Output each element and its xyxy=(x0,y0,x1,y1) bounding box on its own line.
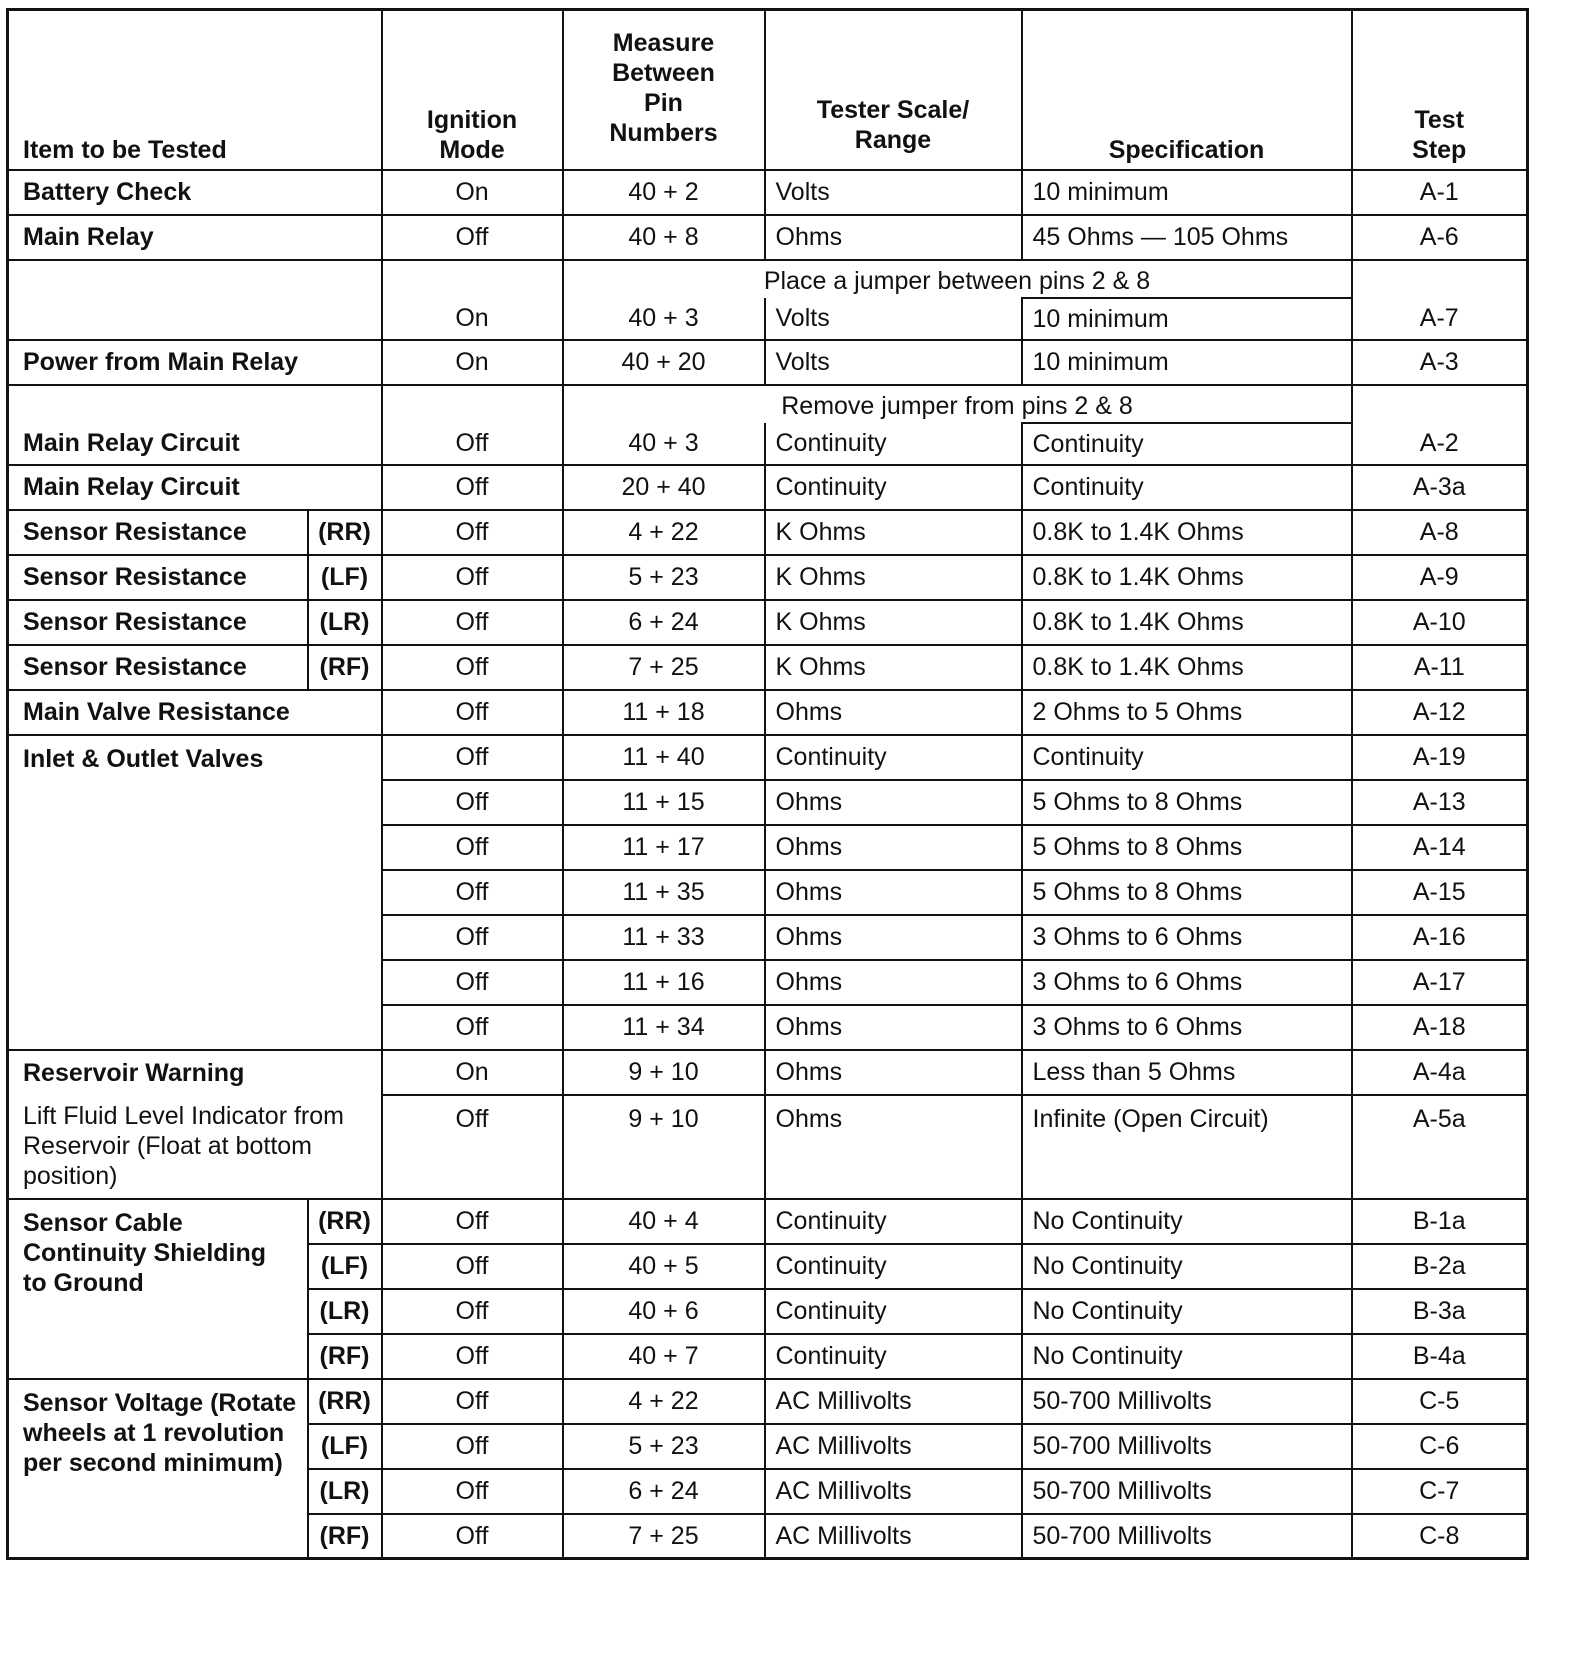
mode-cell: Off xyxy=(382,735,563,780)
mode-cell: Off xyxy=(382,1199,563,1244)
step-cell: A-18 xyxy=(1352,1005,1528,1050)
step-cell: A-6 xyxy=(1352,215,1528,260)
step-cell: A-12 xyxy=(1352,690,1528,735)
pins-cell: 11 + 33 xyxy=(563,915,765,960)
pins-cell: 40 + 20 xyxy=(563,340,765,385)
step-cell: A-3 xyxy=(1352,340,1528,385)
spec-cell: 0.8K to 1.4K Ohms xyxy=(1022,510,1352,555)
spec-cell: 2 Ohms to 5 Ohms xyxy=(1022,690,1352,735)
position-cell: (RR) xyxy=(308,510,382,555)
scale-cell: Continuity xyxy=(765,1244,1022,1289)
mode-cell: Off xyxy=(382,1244,563,1289)
pins-cell: 11 + 40 xyxy=(563,735,765,780)
pins-cell: 11 + 17 xyxy=(563,825,765,870)
position-cell: (LR) xyxy=(308,1289,382,1334)
mode-cell: Off xyxy=(382,870,563,915)
spec-cell: 50-700 Millivolts xyxy=(1022,1514,1352,1559)
mode-cell: Off xyxy=(382,1514,563,1559)
step-cell: A-5a xyxy=(1352,1095,1528,1199)
header-tester: Tester Scale/ Range xyxy=(765,10,1022,170)
mode-cell: Off xyxy=(382,960,563,1005)
table-row xyxy=(8,1199,1528,1244)
header-item: Item to be Tested xyxy=(8,10,382,170)
spec-cell: 5 Ohms to 8 Ohms xyxy=(1022,780,1352,825)
scale-cell: Continuity xyxy=(765,1199,1022,1244)
spec-cell: 50-700 Millivolts xyxy=(1022,1379,1352,1424)
spec-cell: No Continuity xyxy=(1022,1334,1352,1379)
pins-cell: 40 + 3 xyxy=(563,423,765,465)
item-cell: Reservoir Warning xyxy=(8,1050,382,1095)
item-cell: Main Relay Circuit xyxy=(8,385,382,465)
scale-cell: Ohms xyxy=(765,215,1022,260)
position-cell: (LF) xyxy=(308,1424,382,1469)
scale-cell: Volts xyxy=(765,170,1022,215)
mode-cell: Off xyxy=(382,510,563,555)
table-row xyxy=(8,735,1528,780)
header-row xyxy=(8,10,1528,170)
step-cell: A-10 xyxy=(1352,600,1528,645)
step-cell: C-7 xyxy=(1352,1469,1528,1514)
step-cell: A-17 xyxy=(1352,960,1528,1005)
step-cell: B-1a xyxy=(1352,1199,1528,1244)
step-cell: A-15 xyxy=(1352,870,1528,915)
item-cell: Power from Main Relay xyxy=(8,340,382,385)
pins-cell: 9 + 10 xyxy=(563,1095,765,1199)
scale-cell: Ohms xyxy=(765,780,1022,825)
scale-cell: Ohms xyxy=(765,915,1022,960)
step-cell: A-9 xyxy=(1352,555,1528,600)
pins-cell: 40 + 3 xyxy=(563,298,765,340)
scale-cell: Ohms xyxy=(765,870,1022,915)
item-cell xyxy=(8,260,382,340)
spec-cell: 0.8K to 1.4K Ohms xyxy=(1022,555,1352,600)
table-row xyxy=(8,170,1528,215)
table-row xyxy=(8,340,1528,385)
scale-cell: Ohms xyxy=(765,825,1022,870)
item-cell: Main Valve Resistance xyxy=(8,690,382,735)
step-cell: A-19 xyxy=(1352,735,1528,780)
scale-cell: Volts xyxy=(765,340,1022,385)
mode-cell: On xyxy=(382,170,563,215)
spec-cell: 10 minimum xyxy=(1022,298,1352,340)
header-ignition: Ignition Mode xyxy=(382,10,563,170)
step-cell: C-6 xyxy=(1352,1424,1528,1469)
mode-cell: Off xyxy=(382,215,563,260)
mode-cell: Off xyxy=(382,1469,563,1514)
scale-cell: Continuity xyxy=(765,465,1022,510)
pins-cell: 5 + 23 xyxy=(563,555,765,600)
spec-cell: Continuity xyxy=(1022,423,1352,465)
test-table xyxy=(6,8,1529,1560)
step-cell: B-3a xyxy=(1352,1289,1528,1334)
mode-cell: Off xyxy=(382,1005,563,1050)
spec-cell: 10 minimum xyxy=(1022,170,1352,215)
step-cell: A-14 xyxy=(1352,825,1528,870)
mode-cell: Off xyxy=(382,465,563,510)
step-cell: A-8 xyxy=(1352,510,1528,555)
item-cell: Inlet & Outlet Valves xyxy=(8,735,382,1050)
item-cell: Main Relay Circuit xyxy=(8,465,382,510)
table-row xyxy=(8,600,1528,645)
item-cell: Sensor Resistance xyxy=(8,645,308,690)
step-cell: A-2 xyxy=(1352,385,1528,465)
pins-cell: 7 + 25 xyxy=(563,1514,765,1559)
pins-cell: 11 + 16 xyxy=(563,960,765,1005)
item-cell: Main Relay xyxy=(8,215,382,260)
mode-cell: Off xyxy=(382,915,563,960)
position-cell: (RF) xyxy=(308,1514,382,1559)
remove-note: Remove jumper from pins 2 & 8 xyxy=(563,385,1352,423)
spec-cell: No Continuity xyxy=(1022,1289,1352,1334)
pins-cell: 4 + 22 xyxy=(563,510,765,555)
position-cell: (RR) xyxy=(308,1199,382,1244)
scale-cell: K Ohms xyxy=(765,645,1022,690)
spec-cell: 0.8K to 1.4K Ohms xyxy=(1022,645,1352,690)
pins-cell: 11 + 35 xyxy=(563,870,765,915)
spec-cell: Less than 5 Ohms xyxy=(1022,1050,1352,1095)
scale-cell: AC Millivolts xyxy=(765,1379,1022,1424)
position-cell: (RF) xyxy=(308,1334,382,1379)
scale-cell: AC Millivolts xyxy=(765,1514,1022,1559)
scale-cell: Continuity xyxy=(765,1334,1022,1379)
scale-cell: Continuity xyxy=(765,1289,1022,1334)
pins-cell: 40 + 4 xyxy=(563,1199,765,1244)
step-cell: A-16 xyxy=(1352,915,1528,960)
step-cell: A-13 xyxy=(1352,780,1528,825)
test-procedure-sheet xyxy=(6,8,1526,1560)
pins-cell: 40 + 6 xyxy=(563,1289,765,1334)
step-cell: A-11 xyxy=(1352,645,1528,690)
pins-cell: 11 + 34 xyxy=(563,1005,765,1050)
pins-cell: 6 + 24 xyxy=(563,600,765,645)
spec-cell: Continuity xyxy=(1022,735,1352,780)
header-measure: Measure Between Pin Numbers xyxy=(563,10,765,170)
mode-cell: Off xyxy=(382,385,563,465)
jumper-note: Place a jumper between pins 2 & 8 xyxy=(563,260,1352,298)
scale-cell: Ohms xyxy=(765,1005,1022,1050)
pins-cell: 11 + 15 xyxy=(563,780,765,825)
step-cell: B-4a xyxy=(1352,1334,1528,1379)
table-row xyxy=(8,1095,1528,1199)
spec-cell: 5 Ohms to 8 Ohms xyxy=(1022,870,1352,915)
spec-cell: 3 Ohms to 6 Ohms xyxy=(1022,1005,1352,1050)
spec-cell: 3 Ohms to 6 Ohms xyxy=(1022,915,1352,960)
scale-cell: Continuity xyxy=(765,735,1022,780)
position-cell: (RF) xyxy=(308,645,382,690)
mode-cell: On xyxy=(382,260,563,340)
step-cell: A-1 xyxy=(1352,170,1528,215)
pins-cell: 40 + 2 xyxy=(563,170,765,215)
scale-cell: Ohms xyxy=(765,1095,1022,1199)
scale-cell: K Ohms xyxy=(765,555,1022,600)
scale-cell: AC Millivolts xyxy=(765,1469,1022,1514)
item-cell: Sensor Resistance xyxy=(8,510,308,555)
spec-cell: No Continuity xyxy=(1022,1244,1352,1289)
spec-cell: No Continuity xyxy=(1022,1199,1352,1244)
pins-cell: 5 + 23 xyxy=(563,1424,765,1469)
table-row xyxy=(8,465,1528,510)
spec-cell: 10 minimum xyxy=(1022,340,1352,385)
header-spec: Specification xyxy=(1022,10,1352,170)
scale-cell: Ohms xyxy=(765,960,1022,1005)
scale-cell: Volts xyxy=(765,298,1022,340)
spec-cell: Continuity xyxy=(1022,465,1352,510)
position-cell: (LF) xyxy=(308,555,382,600)
position-cell: (LR) xyxy=(308,600,382,645)
pins-cell: 20 + 40 xyxy=(563,465,765,510)
item-cell: Sensor Voltage (Rotate wheels at 1 revolution per second minimum) xyxy=(8,1379,308,1559)
pins-cell: 7 + 25 xyxy=(563,645,765,690)
pins-cell: 40 + 5 xyxy=(563,1244,765,1289)
pins-cell: 6 + 24 xyxy=(563,1469,765,1514)
mode-cell: Off xyxy=(382,825,563,870)
mode-cell: On xyxy=(382,1050,563,1095)
table-row xyxy=(8,1379,1528,1424)
note-row xyxy=(8,385,1528,423)
mode-cell: Off xyxy=(382,1379,563,1424)
step-cell: C-5 xyxy=(1352,1379,1528,1424)
item-cell: Sensor Resistance xyxy=(8,600,308,645)
spec-cell: Infinite (Open Circuit) xyxy=(1022,1095,1352,1199)
table-row xyxy=(8,555,1528,600)
spec-cell: 0.8K to 1.4K Ohms xyxy=(1022,600,1352,645)
mode-cell: Off xyxy=(382,1095,563,1199)
pins-cell: 9 + 10 xyxy=(563,1050,765,1095)
mode-cell: Off xyxy=(382,780,563,825)
mode-cell: Off xyxy=(382,600,563,645)
position-cell: (RR) xyxy=(308,1379,382,1424)
spec-cell: 3 Ohms to 6 Ohms xyxy=(1022,960,1352,1005)
step-cell: C-8 xyxy=(1352,1514,1528,1559)
step-cell: A-7 xyxy=(1352,260,1528,340)
item-cell: Lift Fluid Level Indicator from Reservoir (Float at bottom position) xyxy=(8,1095,382,1199)
spec-cell: 50-700 Millivolts xyxy=(1022,1424,1352,1469)
header-step: Test Step xyxy=(1352,10,1528,170)
pins-cell: 40 + 7 xyxy=(563,1334,765,1379)
item-cell: Battery Check xyxy=(8,170,382,215)
item-cell: Sensor Resistance xyxy=(8,555,308,600)
scale-cell: AC Millivolts xyxy=(765,1424,1022,1469)
table-row xyxy=(8,510,1528,555)
mode-cell: Off xyxy=(382,555,563,600)
position-cell: (LF) xyxy=(308,1244,382,1289)
mode-cell: Off xyxy=(382,1334,563,1379)
mode-cell: On xyxy=(382,340,563,385)
scale-cell: Ohms xyxy=(765,690,1022,735)
mode-cell: Off xyxy=(382,1289,563,1334)
step-cell: B-2a xyxy=(1352,1244,1528,1289)
mode-cell: Off xyxy=(382,690,563,735)
note-row xyxy=(8,260,1528,298)
spec-cell: 5 Ohms to 8 Ohms xyxy=(1022,825,1352,870)
step-cell: A-4a xyxy=(1352,1050,1528,1095)
step-cell: A-3a xyxy=(1352,465,1528,510)
spec-cell: 50-700 Millivolts xyxy=(1022,1469,1352,1514)
pins-cell: 11 + 18 xyxy=(563,690,765,735)
pins-cell: 40 + 8 xyxy=(563,215,765,260)
table-row xyxy=(8,215,1528,260)
item-cell: Sensor Cable Continuity Shielding to Ground xyxy=(8,1199,308,1379)
pins-cell: 4 + 22 xyxy=(563,1379,765,1424)
spec-cell: 45 Ohms — 105 Ohms xyxy=(1022,215,1352,260)
scale-cell: Continuity xyxy=(765,423,1022,465)
scale-cell: Ohms xyxy=(765,1050,1022,1095)
table-row xyxy=(8,645,1528,690)
mode-cell: Off xyxy=(382,1424,563,1469)
position-cell: (LR) xyxy=(308,1469,382,1514)
scale-cell: K Ohms xyxy=(765,600,1022,645)
table-row xyxy=(8,1050,1528,1095)
mode-cell: Off xyxy=(382,645,563,690)
scale-cell: K Ohms xyxy=(765,510,1022,555)
table-row xyxy=(8,690,1528,735)
